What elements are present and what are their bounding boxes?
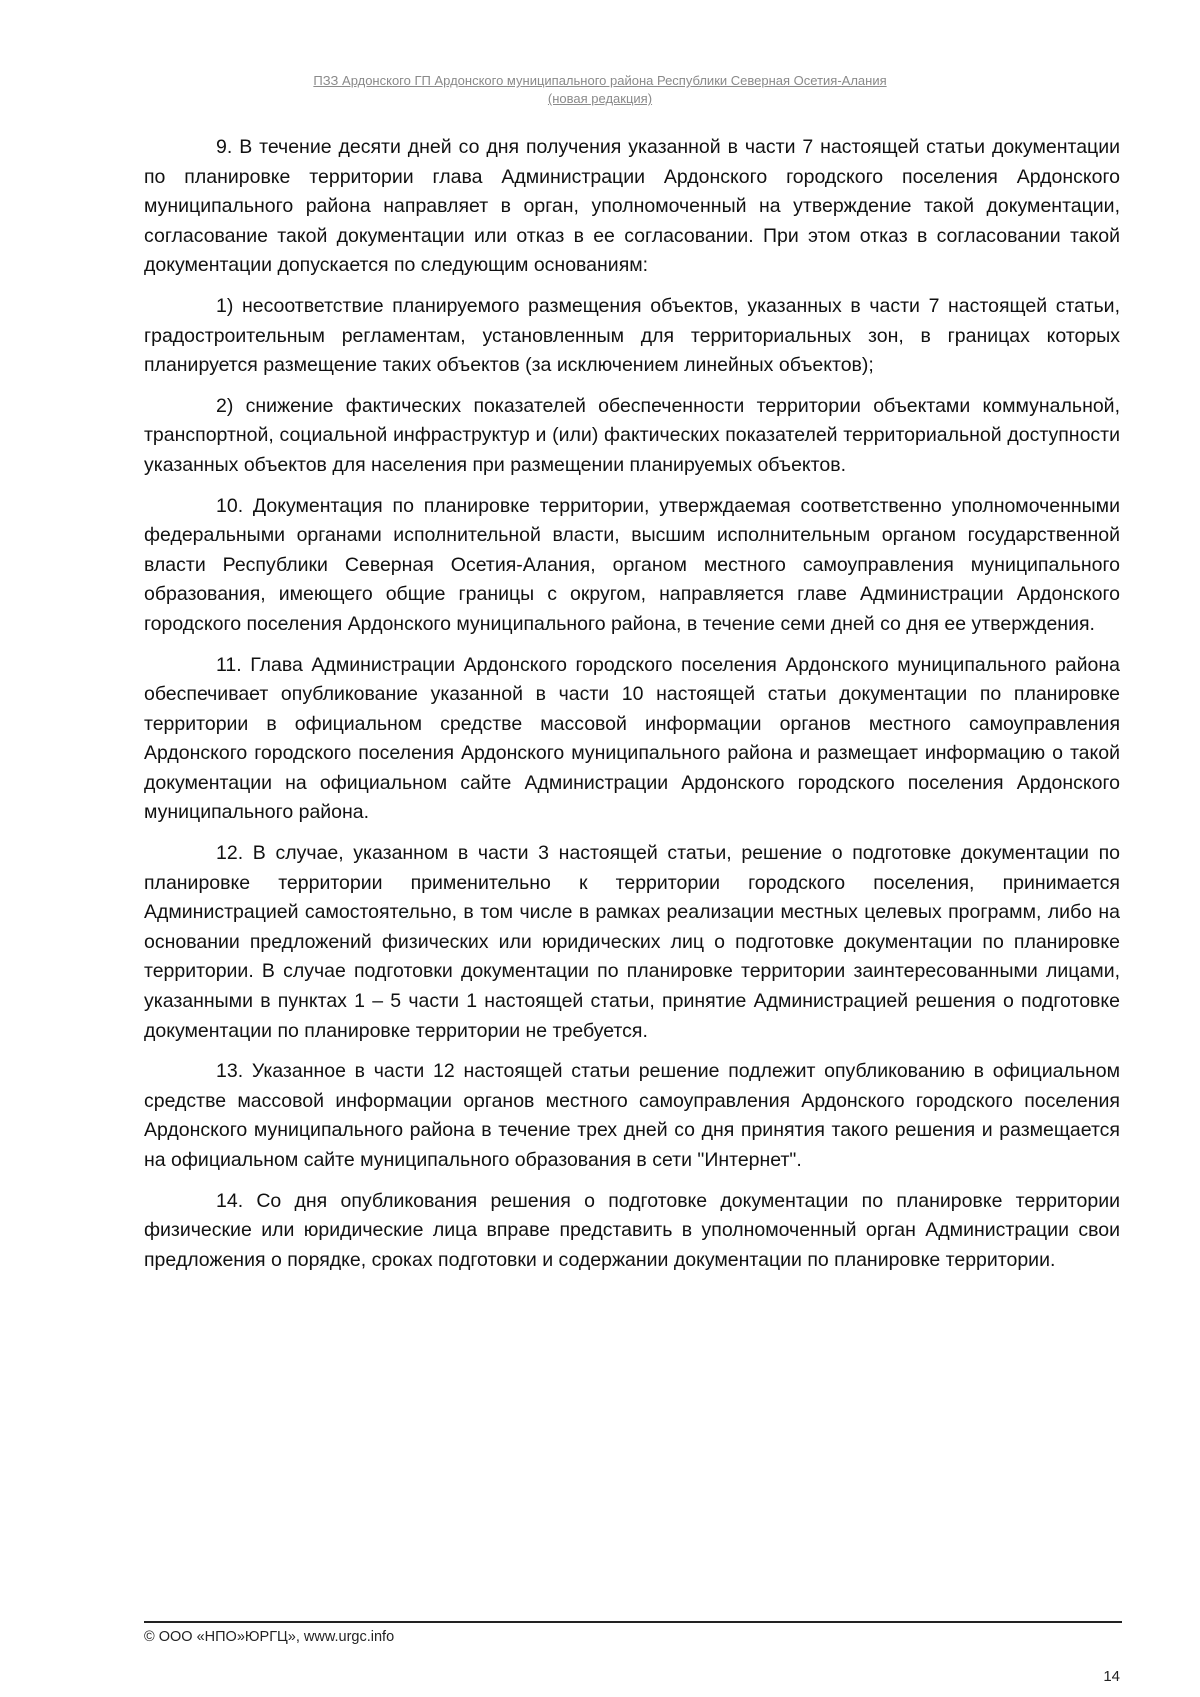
paragraph-9: 9. В течение десяти дней со дня получения указанной в части 7 настоящей статьи документации по планировке территории глава Администрации Ардонского городского поселения Ардонского муниципального района направляет в орган, уполномоченный на утверждение такой документации, согласование такой документации или отказ в ее согласовании. При этом отказ в согласовании такой документации допускается по следующим основаниям: xyxy=(144,136,1120,277)
paragraph-9-item-1: 1) несоответствие планируемого размещения объектов, указанных в части 7 настоящей статьи, градостроительным регламентам, установленным для территориальных зон, в границах которых планируется размещение таких объектов (за исключением линейных объектов); xyxy=(144,294,1120,377)
paragraph-11: 11. Глава Администрации Ардонского городского поселения Ардонского муниципального района обеспечивает опубликование указанной в части 10 настоящей статьи документации по планировке территории в официальном средстве массовой информации органов местного самоуправления Ардонского городского поселения Ардонского муниципального района и размещает информацию о такой документации на официальном сайте Администрации Ардонского городского поселения Ардонского муниципального района. xyxy=(144,653,1120,824)
header-title: ПЗЗ Ардонского ГП Ардонского муниципального района Республики Северная Осетия-Алания xyxy=(313,73,887,88)
paragraph-13: 13. Указанное в части 12 настоящей статьи решение подлежит опубликованию в официальном средстве массовой информации органов местного самоуправления Ардонского городского поселения Ардонского муниципального района в течение трех дней со дня принятия такого решения и размещается на официальном сайте муниципального образования в сети "Интернет". xyxy=(144,1060,1120,1171)
footer-divider xyxy=(144,1621,1122,1623)
page-header xyxy=(0,72,1200,108)
page-number: 14 xyxy=(1103,1668,1120,1685)
paragraph-12: 12. В случае, указанном в части 3 настоящей статьи, решение о подготовке документации по планировке территории применительно к территории городского поселения, принимается Администрацией самостоятельно, в том числе в рамках реализации местных целевых программ, либо на основании предложений физических или юридических лиц о подготовке документации по планировке территории. В случае подготовки документации по планировке территории заинтересованными лицами, указанными в пунктах 1 – 5 части 1 настоящей статьи, принятие Администрацией решения о подготовке документации по планировке территории не требуется. xyxy=(144,842,1120,1042)
footer-copyright: © ООО «НПО»ЮРГЦ», www.urgc.info xyxy=(144,1629,395,1645)
paragraph-14: 14. Со дня опубликования решения о подготовке документации по планировке территории физические или юридические лица вправе представить в уполномоченный орган Администрации свои предложения о порядке, сроках подготовки и содержании документации по планировке территории. xyxy=(144,1189,1120,1271)
paragraph-9-item-2: 2) снижение фактических показателей обеспеченности территории объектами коммунальной, транспортной, социальной инфраструктур и (или) фактических показателей территориальной доступности указанных объектов для населения при размещении планируемых объектов. xyxy=(144,394,1120,476)
header-subtitle: (новая редакция) xyxy=(547,91,653,106)
paragraph-10: 10. Документация по планировке территории, утверждаемая соответственно уполномоченными федеральными органами исполнительной власти, высшим исполнительным органом государственной власти Республики Северная Осетия-Алания, органом местного самоуправления муниципального образования, имеющего общие границы с округом, направляется главе Администрации Ардонского городского поселения Ардонского муниципального района, в течение семи дней со дня ее утверждения. xyxy=(144,494,1120,635)
document-body xyxy=(144,133,1120,1286)
